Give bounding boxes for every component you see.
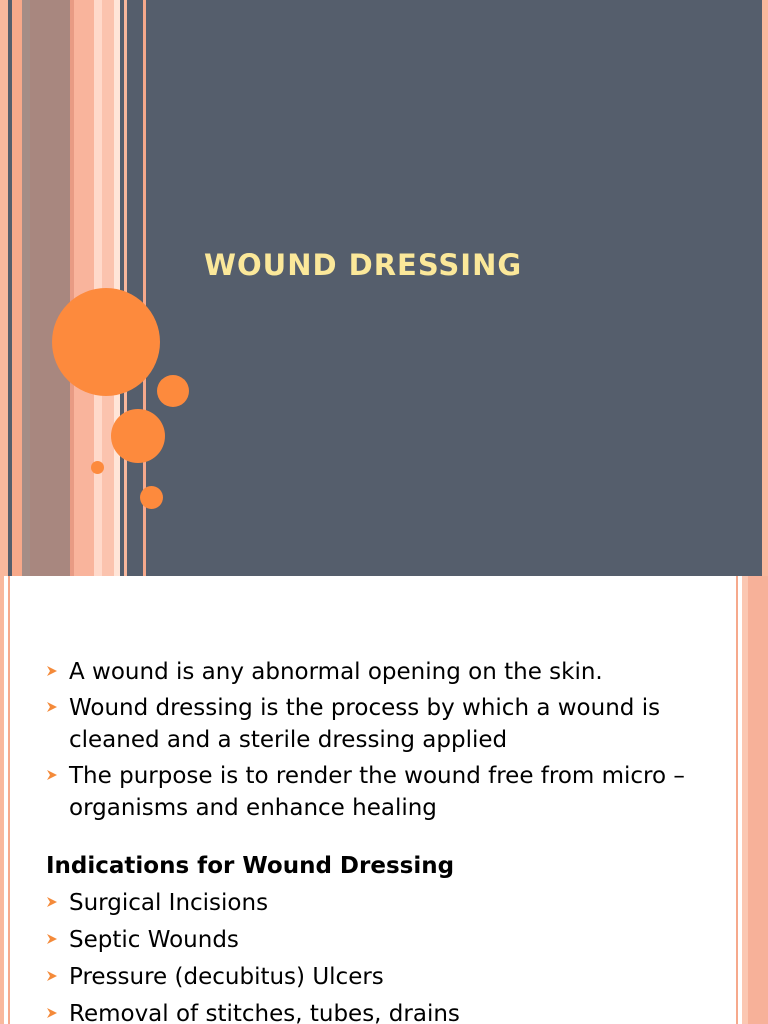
decor-strip bbox=[748, 576, 768, 1024]
indication-text: Septic Wounds bbox=[69, 927, 239, 953]
bullet-text: Wound dressing is the process by which a wound is cleaned and a sterile dressing applied bbox=[69, 695, 661, 753]
decor-circle-large bbox=[52, 288, 160, 396]
list-item bbox=[46, 998, 726, 1024]
arrow-bullet-icon bbox=[46, 665, 58, 677]
arrow-bullet-icon bbox=[46, 896, 58, 908]
decor-strip bbox=[0, 576, 4, 1024]
decor-strip bbox=[74, 0, 94, 576]
decor-strip bbox=[0, 0, 8, 576]
section-heading: Indications for Wound Dressing bbox=[46, 853, 455, 879]
decor-circle-small bbox=[91, 461, 104, 474]
decor-strip bbox=[762, 0, 768, 576]
decor-strip bbox=[12, 0, 22, 576]
indication-text: Surgical Incisions bbox=[69, 890, 269, 916]
decor-strip bbox=[8, 576, 10, 1024]
bullet-text: The purpose is to render the wound free from micro – organisms and enhance healing bbox=[69, 763, 685, 821]
arrow-bullet-icon bbox=[46, 933, 58, 945]
decor-circle bbox=[111, 409, 165, 463]
content-slide bbox=[0, 576, 768, 1024]
slide-body bbox=[46, 656, 726, 1024]
decor-strip bbox=[124, 0, 127, 576]
arrow-bullet-icon bbox=[46, 1007, 58, 1019]
list-item bbox=[46, 924, 726, 956]
indication-text: Removal of stitches, tubes, drains bbox=[69, 1001, 460, 1024]
list-item bbox=[46, 692, 726, 756]
list-item bbox=[46, 760, 726, 824]
decor-strip bbox=[736, 576, 738, 1024]
list-item bbox=[46, 887, 726, 919]
decor-circle bbox=[157, 375, 189, 407]
decor-strip bbox=[22, 0, 30, 576]
slide-title: WOUND DRESSING bbox=[204, 248, 523, 282]
arrow-bullet-icon bbox=[46, 769, 58, 781]
decor-strip bbox=[30, 0, 70, 576]
arrow-bullet-icon bbox=[46, 970, 58, 982]
bullet-text: A wound is any abnormal opening on the skin. bbox=[69, 659, 603, 685]
indication-text: Pressure (decubitus) Ulcers bbox=[69, 964, 384, 990]
arrow-bullet-icon bbox=[46, 701, 58, 713]
decor-circle bbox=[140, 486, 163, 509]
list-item bbox=[46, 656, 726, 688]
list-item bbox=[46, 961, 726, 993]
